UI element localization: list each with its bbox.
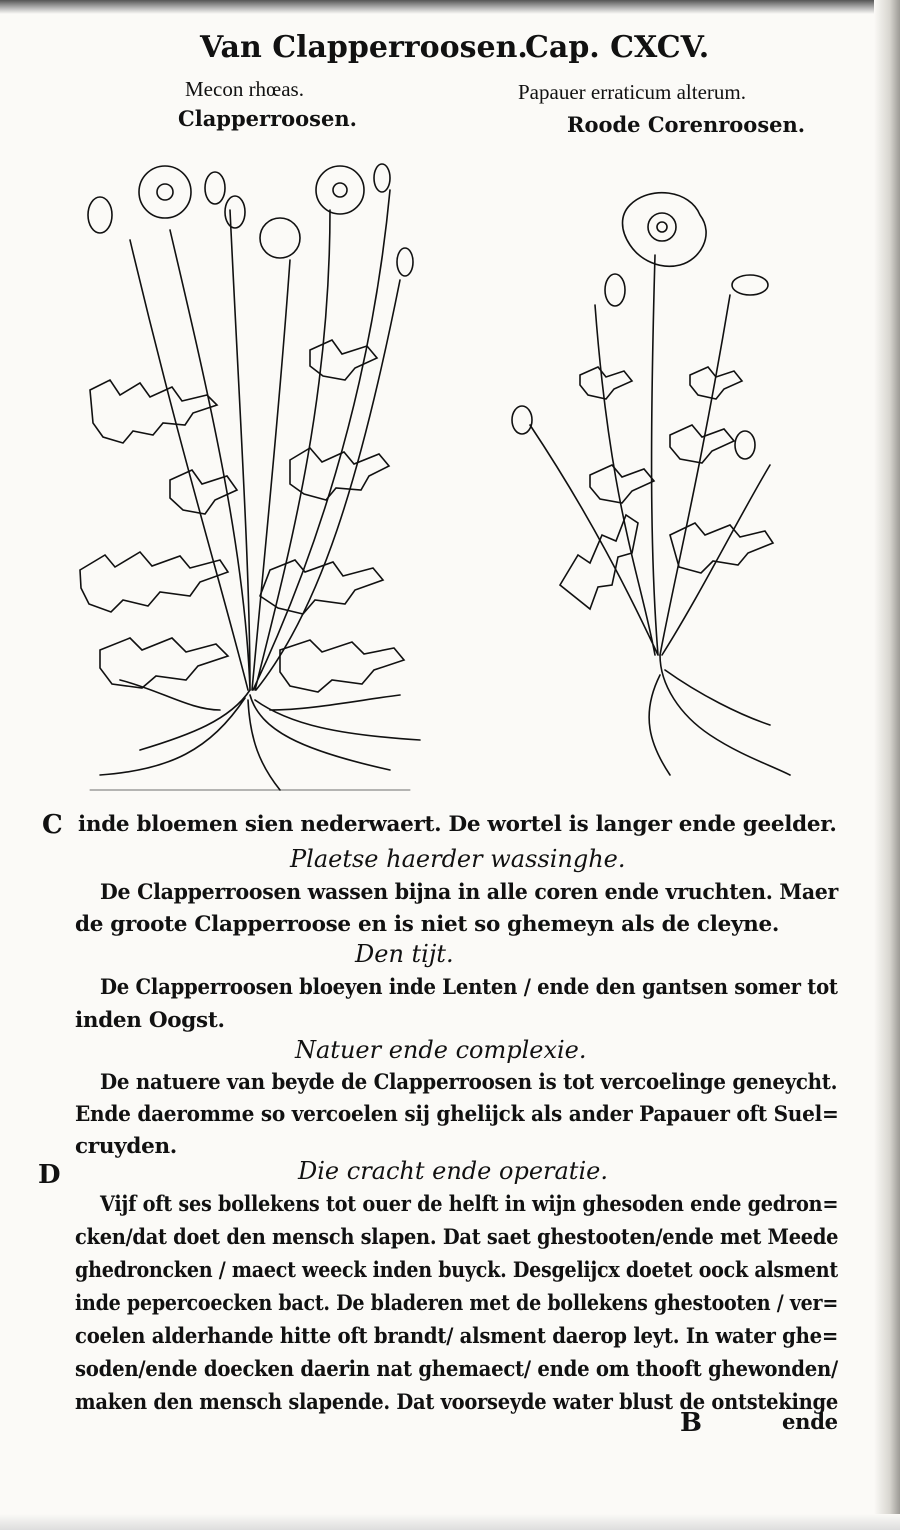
heading-time: Den tijt. [355,940,454,968]
margin-letter-c: C [42,810,63,840]
text-line-1: inde bloemen sien nederwaert. De wortel is langer ende geelder. [78,812,837,837]
heading-nature: Natuer ende complexie. [295,1036,587,1064]
power-line-6: soden/ende doecken daerin nat ghemaect/ ende om thooft ghewonden/ [75,1357,838,1382]
heading-power: Die cracht ende operatie. [298,1157,608,1185]
chapter-number: Cap. CXCV. [525,30,710,65]
catchword: ende [782,1410,838,1435]
margin-letter-d: D [38,1160,61,1190]
left-common-name: Clapperroosen. [178,106,357,131]
power-line-4: inde pepercoecken bact. De bladeren met de bollekens ghestooten / ver= [75,1291,839,1316]
power-line-2: cken/dat doet den mensch slapen. Dat saet ghestooten/ende met Meede [75,1225,839,1250]
time-line-2: inden Oogst. [75,1008,225,1033]
left-chapter-title: Van Clapperroosen. [200,30,528,65]
power-line-3: ghedroncken / maect weeck inden buyck. Desgelijcx doetet oock alsment [75,1258,838,1283]
right-common-name: Roode Corenroosen. [567,112,806,137]
left-latin-name: Mecon rhœas. [185,77,304,101]
place-line-2: de groote Clapperroose en is niet so ghemeyn als de cleyne. [75,912,780,937]
power-line-5: coelen alderhande hitte oft brandt/ alsment daerop leyt. In water ghe= [75,1324,839,1349]
page-right-edge [874,0,900,1530]
left-poppy-woodcut [60,150,440,800]
place-line-1: De Clapperroosen wassen bijna in alle coren ende vruchten. Maer [100,880,839,905]
heading-place: Plaetse haerder wassinghe. [290,845,626,873]
nature-line-1: De natuere van beyde de Clapperroosen is tot vercoelinge geneycht. [100,1070,838,1095]
nature-line-2: Ende daeromme so vercoelen sij ghelijck als ander Papauer oft Suel= [75,1102,839,1127]
power-line-7: maken den mensch slapende. Dat voorseyde water blust de ontstekinge [75,1390,838,1415]
nature-line-3: cruyden. [75,1134,177,1159]
page-top-edge [0,0,900,14]
signature-mark: B [680,1408,702,1438]
right-latin-name: Papauer erraticum alterum. [518,80,746,104]
page-bottom-edge [0,1514,900,1530]
time-line-1: De Clapperroosen bloeyen inde Lenten / ende den gantsen somer tot [100,975,838,1000]
power-line-1: Vijf oft ses bollekens tot ouer de helft in wijn ghesoden ende gedron= [100,1192,839,1217]
right-poppy-woodcut [500,175,800,795]
